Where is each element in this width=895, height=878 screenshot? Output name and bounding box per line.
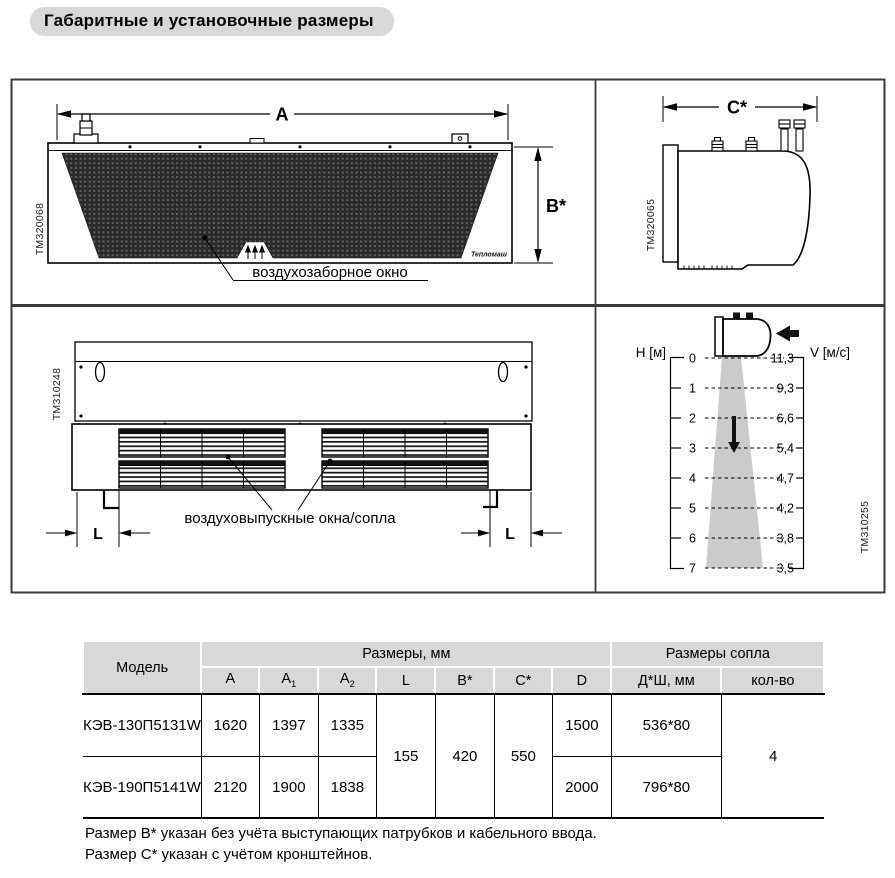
- value-l-shared: 155: [376, 694, 435, 818]
- drawing-code-side: TM320065: [645, 198, 657, 252]
- mount-bracket: [452, 134, 468, 143]
- col-group-dimensions: Размеры, мм: [201, 641, 611, 667]
- h-axis-label: H [м]: [635, 345, 666, 360]
- drawing-code-velocity: TM310255: [859, 500, 871, 554]
- col-header-qty: кол-во: [721, 667, 824, 694]
- col-header-model: Модель: [83, 641, 201, 694]
- spec-table: [82, 640, 825, 819]
- v-value: 6,6: [776, 411, 794, 426]
- col-group-nozzle: Размеры сопла: [611, 641, 824, 667]
- v-value: 3,5: [776, 561, 794, 576]
- value-a: 1620: [201, 694, 259, 757]
- value-nozzle: 536*80: [611, 694, 721, 757]
- value-a2: 1335: [318, 694, 376, 757]
- dim-l-right-label: L: [505, 526, 515, 543]
- h-tick: 2: [689, 411, 696, 426]
- footnote-b: Размер B* указан без учёта выступающих патрубков и кабельного ввода.: [85, 825, 597, 842]
- v-value: 4,2: [776, 501, 794, 516]
- h-tick: 5: [689, 501, 696, 516]
- h-tick: 6: [689, 531, 696, 546]
- model-cell: КЭВ-190П5141W: [83, 757, 201, 819]
- value-a2: 1838: [318, 757, 376, 819]
- value-nozzle: 796*80: [611, 757, 721, 819]
- value-d: 1500: [552, 694, 611, 757]
- side-bracket-plate: [663, 145, 678, 262]
- v-value: 11,3: [770, 351, 794, 366]
- dim-b-label: B*: [546, 196, 567, 216]
- intake-window-label: воздухозаборное окно: [252, 264, 408, 281]
- col-header-a: A: [201, 667, 259, 694]
- dim-a-label: A: [275, 104, 289, 125]
- dimension-figures: [10, 78, 886, 594]
- v-value: 9,3: [776, 381, 794, 396]
- col-header-d: D: [552, 667, 611, 694]
- brand-logo-text: Тепломаш: [470, 251, 508, 259]
- drawing-code-front: TM320068: [34, 202, 46, 256]
- col-header-a1: $A_1$: [259, 667, 318, 694]
- value-a1: 1397: [259, 694, 318, 757]
- value-b-shared: 420: [435, 694, 494, 818]
- value-qty-shared: 4: [721, 694, 824, 818]
- h-tick: 0: [689, 351, 696, 366]
- dim-l-left-label: L: [93, 526, 103, 543]
- table-row: [83, 694, 824, 757]
- h-tick: 7: [689, 561, 696, 576]
- h-tick: 1: [689, 381, 696, 396]
- value-a1: 1900: [259, 757, 318, 819]
- col-header-c: C*: [494, 667, 552, 694]
- h-tick: 4: [689, 471, 696, 486]
- col-header-nozzle-size: Д*Ш, мм: [611, 667, 721, 694]
- outlet-windows-label: воздуховыпускные окна/сопла: [184, 510, 396, 527]
- col-header-a2: $A_2$: [318, 667, 376, 694]
- model-cell: КЭВ-130П5131W: [83, 694, 201, 757]
- drawing-code-bottom: TM310248: [51, 367, 63, 421]
- value-d: 2000: [552, 757, 611, 819]
- footnotes: [85, 823, 597, 865]
- h-tick: 3: [689, 441, 696, 456]
- side-body: [678, 151, 810, 269]
- airflow-arrows-icon: [246, 246, 265, 259]
- col-header-l: L: [376, 667, 435, 694]
- dim-c-label: C*: [726, 97, 748, 118]
- footnote-c: Размер C* указан с учётом кронштейнов.: [85, 846, 373, 863]
- value-a: 2120: [201, 757, 259, 819]
- col-header-b: B*: [435, 667, 494, 694]
- v-value: 4,7: [776, 471, 794, 486]
- v-value: 5,4: [776, 441, 794, 456]
- value-c-shared: 550: [494, 694, 552, 818]
- v-value: 3,8: [776, 531, 794, 546]
- v-axis-label: V [м/с]: [810, 345, 851, 360]
- page-title: Габаритные и установочные размеры: [30, 7, 394, 36]
- intake-grille: [62, 153, 498, 258]
